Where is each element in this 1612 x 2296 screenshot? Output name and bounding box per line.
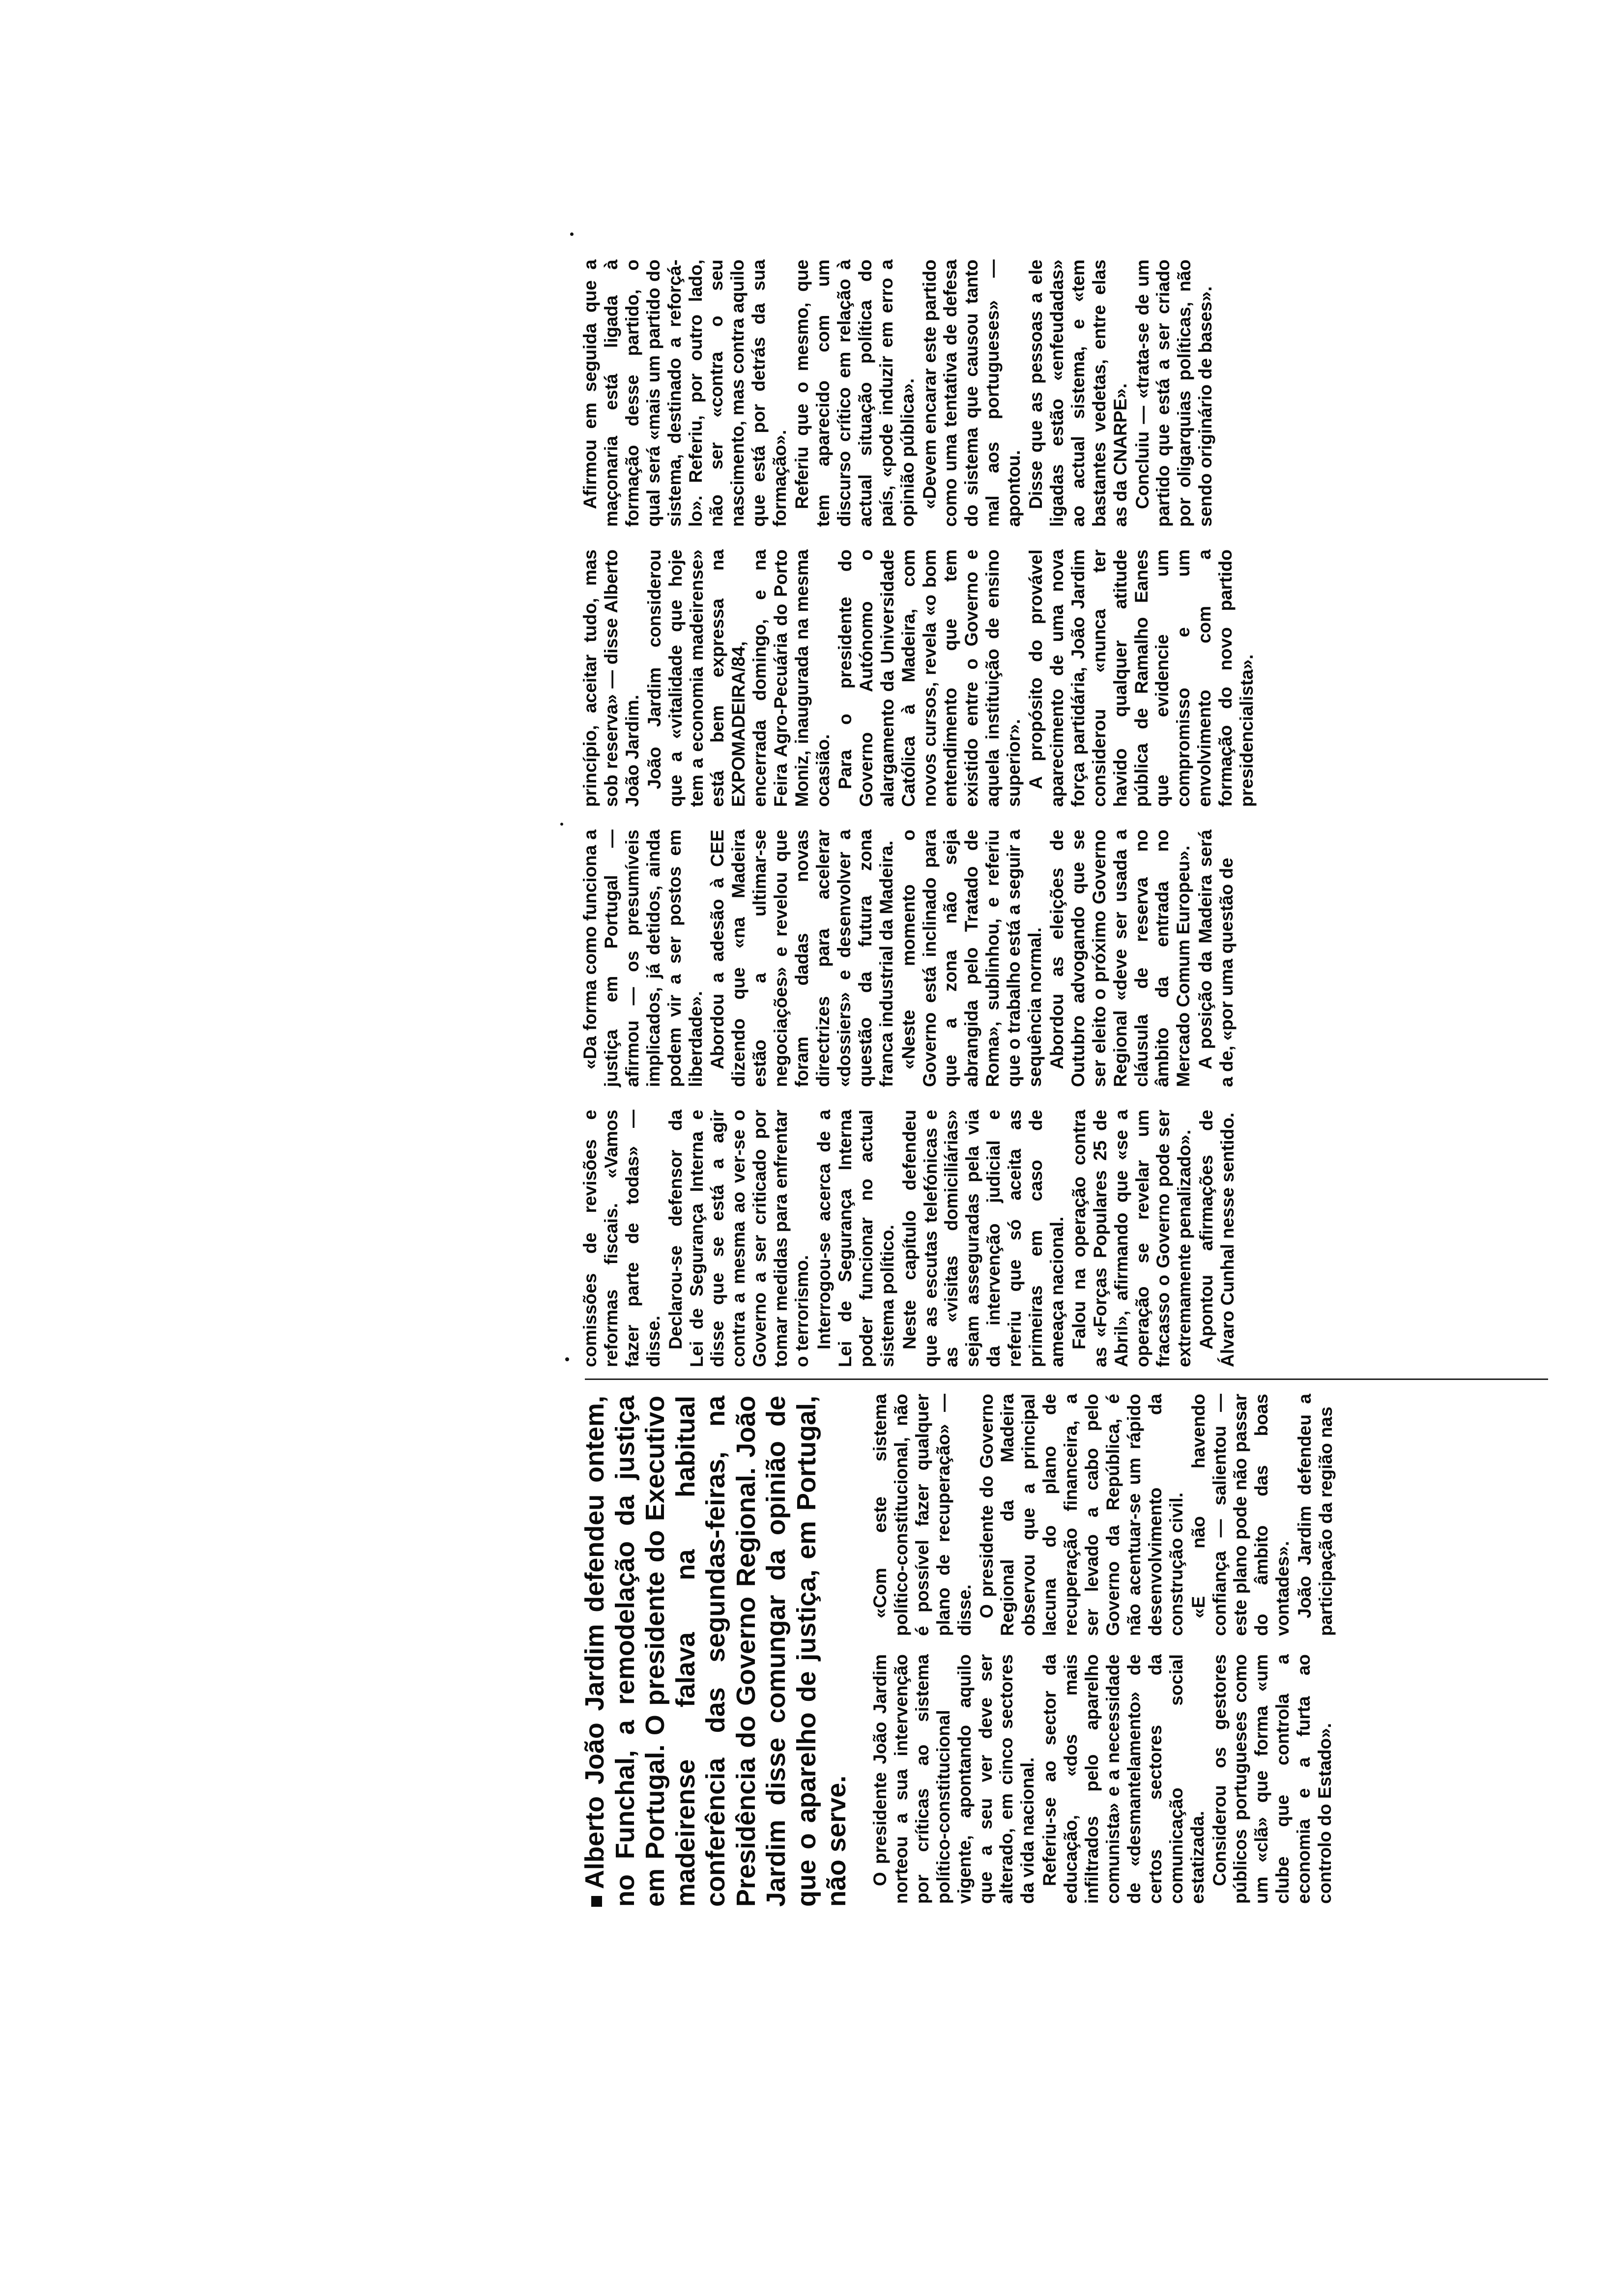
- paragraph: A posição da Madeira será a de, «por uma questão de: [1195, 830, 1237, 1087]
- paragraph: comissões de revisões e reformas fiscais. «Vamos fazer parte de todas» — disse.: [580, 1110, 663, 1367]
- paragraph: Declarou-se defensor da Lei de Segurança Interna e disse que se está a agir contra a mesma ao ver-se o Governo a ser criticado por tomar medidas para enfrentar o terrorismo.: [665, 1110, 812, 1367]
- paragraph: Apontou afirmações de Álvaro Cunhal nesse sentido.: [1196, 1110, 1238, 1367]
- paragraph: «E não havendo confiança — salientou — este plano pode não passar do âmbito das boas vontades».: [1188, 1394, 1293, 1636]
- paragraph: Neste capítulo defendeu que as escutas telefónicas e as «visitas domiciliárias» sejam asseguradas pela via da intervenção judicial e referiu que só aceita as primeiras em caso de ameaça nacional.: [899, 1110, 1067, 1367]
- paragraph: João Jardim defendeu a participação da região nas: [1295, 1394, 1336, 1636]
- article-column-5: [580, 541, 1563, 816]
- paragraph: O presidente do Governo Regional da Madeira observou que a principal lacuna do plano de recuperação financeira, a ser levado a cabo pelo Governo da República, é não acentuar-se um rápido desenvolvimento da construção civil.: [976, 1394, 1186, 1636]
- paragraph: Referiu-se ao sector da educação, «dos mais infiltrados pelo aparelho comunista» e a necessidade de «desmantelamento» de certos sectores da comunicação social estatizada.: [1039, 1654, 1208, 1904]
- scan-speck: [565, 1357, 569, 1361]
- paragraph: O presidente João Jardim norteou a sua intervenção por críticas ao sistema político-constitucional vigente, apontando aquilo que a seu ver deve ser alterado, em cinco sectores da vida nacional.: [870, 1654, 1038, 1904]
- bullet-square-icon: [591, 1896, 602, 1907]
- article-column-4: [580, 821, 1563, 1096]
- paragraph: João Jardim considerou que a «vitalidade que hoje tem a economia madeirense» está bem expressa na EXPOMADEIRA/84, encerrada domingo, e na Feira Agro-Pecuária do Porto Moniz, inaugurada na mesma ocasião.: [644, 549, 833, 807]
- paragraph: Disse que as pessoas a ele ligadas estão «enfeudadas» ao actual sistema, e «tem bastantes vedetas, entre elas as da CNARPE».: [1026, 259, 1130, 527]
- lead-text: Alberto João Jardim defendeu ontem, no Funchal, a remodelação da justiça em Portugal. O presidente do Executivo madeirense falava na habitual conferência das segundas-feiras, na Presidência do Governo Regional. João Jardim disse comungar da opinião de que o aparelho de justiça, em Portugal, não serve.: [580, 1396, 852, 1907]
- column-rule: [585, 1378, 1548, 1380]
- paragraph: Para o presidente do Governo Autónomo o alargamento da Universidade Católica à Madeira, com novos cursos, revela «o bom entendimento que tem existido entre o Governo e aquela instituição de ensino superior».: [835, 549, 1024, 807]
- paragraph: Abordou as eleições de Outubro advogando que se ser eleito o próximo Governo Regional «deve ser usada a cláusula de reserva no âmbito da entrada no Mercado Comum Europeu».: [1046, 830, 1194, 1087]
- scan-speck: [560, 823, 563, 826]
- newspaper-clipping: [580, 177, 1563, 1926]
- scan-speck: [570, 232, 574, 236]
- article-column-2: [870, 1386, 1563, 1644]
- paragraph: «Neste momento o Governo está inclinado para que a zona não seja abrangida pelo Tratado de Roma», sublinhou, e referiu que o trabalho está a seguir a sequência normal.: [898, 830, 1045, 1087]
- paragraph: A propósito do provável aparecimento de uma nova força partidária, João Jardim considerou «nunca ter havido qualquer atitude pública de Ramalho Eanes que evidencie um compromisso e um envolvimento com a formação do novo partido presidencialista».: [1026, 549, 1257, 807]
- paragraph: «Devem encarar este partido como uma tentativa de defesa do sistema que causou tanto mal aos portugueses» — apontou.: [919, 259, 1024, 527]
- article-column-3: [580, 1101, 1563, 1376]
- article-column-1: [870, 1646, 1563, 1912]
- paragraph: Concluiu — «trata-se de um partido que está a ser criado por oligarquias políticas, não sendo originário de bases».: [1132, 259, 1216, 527]
- paragraph: Falou na operação contra as «Forças Populares 25 de Abril», afirmando que «se a operação se revelar um fracasso o Governo pode ser extremamente penalizado».: [1068, 1110, 1195, 1367]
- paragraph: «Da forma como funciona a justiça em Portugal — afirmou — os presumíveis implicados, já detidos, ainda podem vir a ser postos em liberdade».: [580, 830, 706, 1087]
- paragraph: Considerou os gestores públicos portugueses como um «clã» que forma «um clube que controla a economia e a furta ao controlo do Estado».: [1209, 1654, 1335, 1904]
- paragraph: «Com este sistema político-constitucional, não é possível fazer qualquer plano de recuperação» — disse.: [870, 1394, 975, 1636]
- article-column-6: [580, 251, 1563, 536]
- paragraph: Abordou a adesão à CEE dizendo que «na Madeira estão a ultimar-se negociações» e revelou que foram dadas novas directrizes para acelerar «dossiers» e desenvolver a questão da futura zona franca industrial da Madeira.: [707, 830, 896, 1087]
- paragraph: princípio, aceitar tudo, mas sob reserva» — disse Alberto João Jardim.: [580, 549, 642, 807]
- article-lead: [580, 1396, 852, 1907]
- paragraph: Referiu que o mesmo, que tem aparecido com um discurso crítico em relação à actual situação política do país, «pode induzir em erro a opinião pública».: [792, 259, 918, 527]
- paragraph: Afirmou em seguida que a maçonaria está ligada à formação desse partido, o qual será «mais um partido do sistema, destinado a reforçá-lo». Referiu, por outro lado, não ser «contra o seu nascimento, mas contra aquilo que está por detrás da sua formação».: [580, 259, 790, 527]
- paragraph: Interrogou-se acerca de a Lei de Segurança Interna poder funcionar no actual sistema político.: [813, 1110, 897, 1367]
